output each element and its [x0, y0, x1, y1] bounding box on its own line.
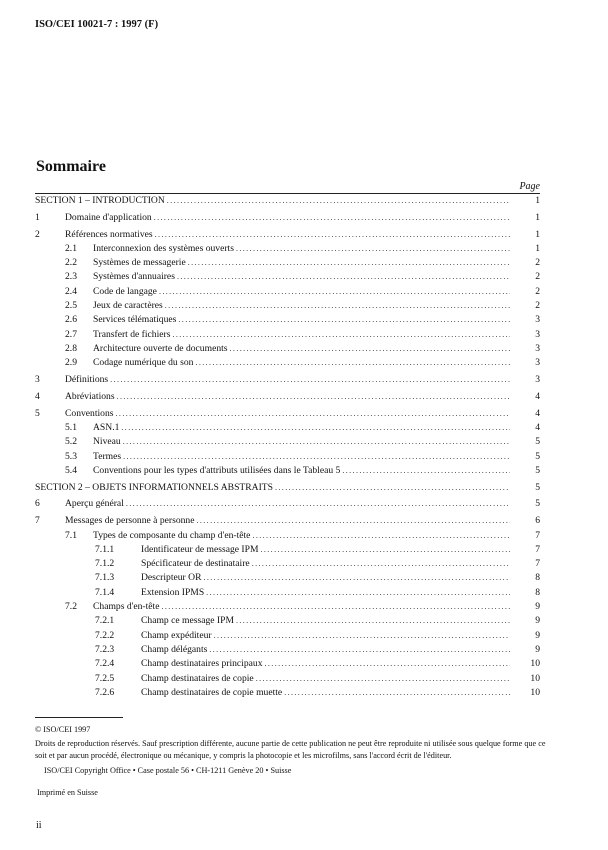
toc-entry-title: Services télématiques [93, 314, 177, 326]
toc-entry-number: 4 [35, 390, 40, 402]
toc-entry-number: 2.3 [65, 271, 77, 283]
toc-entry [35, 629, 540, 643]
dot-leader [188, 256, 510, 270]
dot-leader [177, 270, 510, 284]
toc-entry-title: Conventions pour les types d'attributs utilisées dans le Tableau 5 [93, 464, 341, 476]
dot-leader [195, 356, 510, 370]
toc-entry [35, 242, 540, 256]
dot-leader [214, 629, 510, 643]
toc-entry-title: Messages de personne à personne [65, 515, 195, 527]
toc-entry [35, 270, 540, 284]
dot-leader [155, 228, 510, 242]
toc-entry [35, 299, 540, 313]
toc-entry-title: Descripteur OR [141, 572, 202, 584]
dot-leader [256, 672, 510, 686]
toc-entry-number: 2.6 [65, 314, 77, 326]
toc-entry-title: Interconnexion des systèmes ouverts [93, 242, 234, 254]
toc-entry [35, 194, 540, 208]
toc-entry-number: 2.8 [65, 342, 77, 354]
toc-entry [35, 228, 540, 242]
toc-entry [35, 672, 540, 686]
page-column-label: Page [519, 181, 540, 192]
toc-entry-number: 2.4 [65, 285, 77, 297]
dot-leader [196, 514, 510, 528]
toc-entry [35, 464, 540, 478]
rights-statement: Droits de reproduction réservés. Sauf prescription différente, aucune partie de cette publication ne peut être reproduite ni utilisée sous quelque forme que ce soit et par aucun procédé, électronique ou mécanique, y compris la photocopie et les microfilms, sans l'accord écrit de l'éditeur. [35, 739, 546, 760]
page-title: Sommaire [36, 158, 106, 175]
toc-entry-title: SECTION 2 – OBJETS INFORMATIONNELS ABSTRAITS [35, 481, 273, 493]
toc-entry-title: Champ destinataires de copie muette [141, 686, 283, 698]
dot-leader [252, 557, 510, 571]
dot-leader [159, 285, 510, 299]
dot-leader [161, 600, 510, 614]
toc-entry-title: Domaine d'application [65, 211, 152, 223]
toc-entry-page: 2 [535, 257, 540, 269]
toc-entry-page: 9 [535, 601, 540, 613]
toc-entry-number: 2.5 [65, 300, 77, 312]
dot-leader [110, 373, 510, 387]
toc-entry-title: Champ destinataires de copie [141, 672, 254, 684]
toc-entry-title: Références normatives [65, 228, 153, 240]
toc-entry-title: Architecture ouverte de documents [93, 342, 228, 354]
toc-entry-title: Transfert de fichiers [93, 328, 171, 340]
toc-entry-number: 6 [35, 498, 40, 510]
toc-entry-page: 1 [535, 195, 540, 206]
toc-entry-title: Champs d'en-tête [93, 601, 160, 613]
toc-entry [35, 407, 540, 421]
toc-entry-page: 2 [535, 300, 540, 312]
toc-entry-title: ASN.1 [93, 421, 120, 433]
toc-entry-title: Types de composante du champ d'en-tête [93, 529, 251, 541]
toc-entry [35, 450, 540, 464]
toc-entry [35, 285, 540, 299]
toc-entry-page: 8 [535, 572, 540, 584]
document-reference: ISO/CEI 10021-7 : 1997 (F) [35, 19, 159, 30]
toc-entry-title: Définitions [65, 374, 109, 386]
toc-entry-page: 5 [535, 436, 540, 448]
toc-entry-number: 7.2 [65, 601, 77, 613]
toc-entry [35, 328, 540, 342]
toc-entry-page: 1 [535, 242, 540, 254]
toc-entry-page: 3 [535, 374, 540, 386]
toc-entry [35, 657, 540, 671]
toc-entry-page: 7 [535, 529, 540, 541]
dot-leader [121, 421, 510, 435]
toc-entry-number: 7.2.5 [95, 672, 115, 684]
toc-entry-page: 9 [535, 629, 540, 641]
toc-entry-page: 3 [535, 328, 540, 340]
toc-entry-page: 4 [535, 407, 540, 419]
toc-entry-title: Systèmes d'annuaires [93, 271, 175, 283]
toc-entry [35, 497, 540, 511]
toc-entry-title: Conventions [65, 407, 114, 419]
toc-entry [35, 557, 540, 571]
toc-entry-title: Spécificateur de destinataire [141, 558, 250, 570]
toc-entry-number: 7.2.3 [95, 643, 115, 655]
dot-leader [154, 211, 510, 225]
toc-entry-number: 7.1.2 [95, 558, 115, 570]
toc-entry-title: Jeux de caractères [93, 300, 163, 312]
dot-leader [206, 586, 510, 600]
toc-entry-number: 2.9 [65, 357, 77, 369]
dot-leader [209, 643, 510, 657]
toc-entry [35, 373, 540, 387]
toc-entry-page: 10 [530, 658, 540, 670]
toc-entry-number: 3 [35, 374, 40, 386]
dot-leader [116, 407, 510, 421]
toc-entry-number: 7.2.2 [95, 629, 115, 641]
toc-entry-number: 7.2.1 [95, 615, 115, 627]
toc-entry-title: Aperçu général [65, 498, 124, 510]
toc-entry-page: 1 [535, 228, 540, 240]
toc-entry [35, 481, 540, 495]
toc-entry [35, 643, 540, 657]
dot-leader [203, 571, 510, 585]
dot-leader [342, 464, 510, 478]
toc-entry-page: 7 [535, 543, 540, 555]
toc-entry-title: Champ ce message IPM [141, 615, 234, 627]
toc-entry-number: 2.7 [65, 328, 77, 340]
toc-entry-number: 7.1.3 [95, 572, 115, 584]
toc-entry-page: 10 [530, 686, 540, 698]
copyright-footer [35, 724, 555, 799]
toc-entry-number: 1 [35, 211, 40, 223]
toc-entry-page: 1 [535, 211, 540, 223]
dot-leader [165, 299, 510, 313]
table-of-contents [35, 194, 540, 700]
toc-entry-page: 9 [535, 643, 540, 655]
dot-leader [236, 242, 510, 256]
dot-leader [178, 313, 510, 327]
toc-entry-title: Champ destinataires principaux [141, 658, 263, 670]
toc-entry-page: 9 [535, 615, 540, 627]
toc-entry [35, 421, 540, 435]
toc-entry-number: 7 [35, 515, 40, 527]
toc-entry-number: 5.3 [65, 450, 77, 462]
toc-entry-page: 5 [535, 464, 540, 476]
dot-leader [167, 194, 510, 208]
toc-entry [35, 313, 540, 327]
printed-in: Imprimé en Suisse [37, 788, 98, 797]
toc-entry-page: 3 [535, 342, 540, 354]
toc-entry-title: Extension IPMS [141, 586, 205, 598]
toc-entry-title: Codage numérique du son [93, 357, 194, 369]
dot-leader [117, 390, 510, 404]
toc-entry-page: 10 [530, 672, 540, 684]
toc-entry [35, 514, 540, 528]
dot-leader [123, 450, 510, 464]
toc-entry-number: 5.1 [65, 421, 77, 433]
dot-leader [260, 543, 510, 557]
toc-entry [35, 571, 540, 585]
toc-entry [35, 614, 540, 628]
toc-entry-title: Systèmes de messagerie [93, 257, 186, 269]
toc-entry-number: 2.1 [65, 242, 77, 254]
toc-entry-title: Identificateur de message IPM [141, 543, 259, 555]
toc-entry-page: 4 [535, 390, 540, 402]
toc-entry [35, 600, 540, 614]
toc-entry-title: Champ expéditeur [141, 629, 212, 641]
toc-entry-page: 5 [535, 450, 540, 462]
toc-entry-number: 7.1.4 [95, 586, 115, 598]
toc-entry-title: Abréviations [65, 390, 115, 402]
toc-entry [35, 686, 540, 700]
toc-entry-number: 2.2 [65, 257, 77, 269]
toc-entry [35, 356, 540, 370]
dot-leader [126, 497, 510, 511]
toc-entry-number: 2 [35, 228, 40, 240]
toc-entry-number: 7.2.6 [95, 686, 115, 698]
footer-rule [35, 717, 123, 718]
toc-entry-number: 5.2 [65, 436, 77, 448]
toc-entry-title: Niveau [93, 436, 121, 448]
toc-entry-number: 5.4 [65, 464, 77, 476]
toc-entry [35, 390, 540, 404]
toc-entry-page: 7 [535, 558, 540, 570]
toc-entry [35, 543, 540, 557]
toc-entry-page: 2 [535, 271, 540, 283]
toc-entry-number: 7.2.4 [95, 658, 115, 670]
toc-entry-page: 5 [535, 498, 540, 510]
dot-leader [284, 686, 510, 700]
toc-entry-number: 7.1 [65, 529, 77, 541]
toc-entry-page: 4 [535, 421, 540, 433]
dot-leader [236, 614, 510, 628]
dot-leader [265, 657, 511, 671]
toc-entry-page: 6 [535, 515, 540, 527]
toc-entry-number: 5 [35, 407, 40, 419]
toc-entry [35, 529, 540, 543]
dot-leader [252, 529, 510, 543]
toc-entry-page: 5 [535, 481, 540, 493]
dot-leader [123, 435, 510, 449]
dot-leader [230, 342, 510, 356]
toc-entry-page: 3 [535, 314, 540, 326]
toc-entry-title: Champ délégants [141, 643, 208, 655]
toc-entry-page: 2 [535, 285, 540, 297]
toc-entry [35, 256, 540, 270]
copyright-notice: © ISO/CEI 1997 [35, 725, 91, 734]
toc-entry-title: Termes [93, 450, 122, 462]
toc-entry-title: Code de langage [93, 285, 157, 297]
dot-leader [275, 481, 510, 495]
toc-entry-title: SECTION 1 – INTRODUCTION [35, 195, 165, 206]
toc-entry-number: 7.1.1 [95, 543, 115, 555]
page-number: ii [36, 820, 42, 831]
copyright-office-address: ISO/CEI Copyright Office • Case postale 56 • CH-1211 Genève 20 • Suisse [44, 766, 292, 775]
toc-entry-page: 8 [535, 586, 540, 598]
toc-entry [35, 586, 540, 600]
toc-entry [35, 435, 540, 449]
toc-entry-page: 3 [535, 357, 540, 369]
toc-entry [35, 342, 540, 356]
dot-leader [172, 328, 510, 342]
toc-entry [35, 211, 540, 225]
